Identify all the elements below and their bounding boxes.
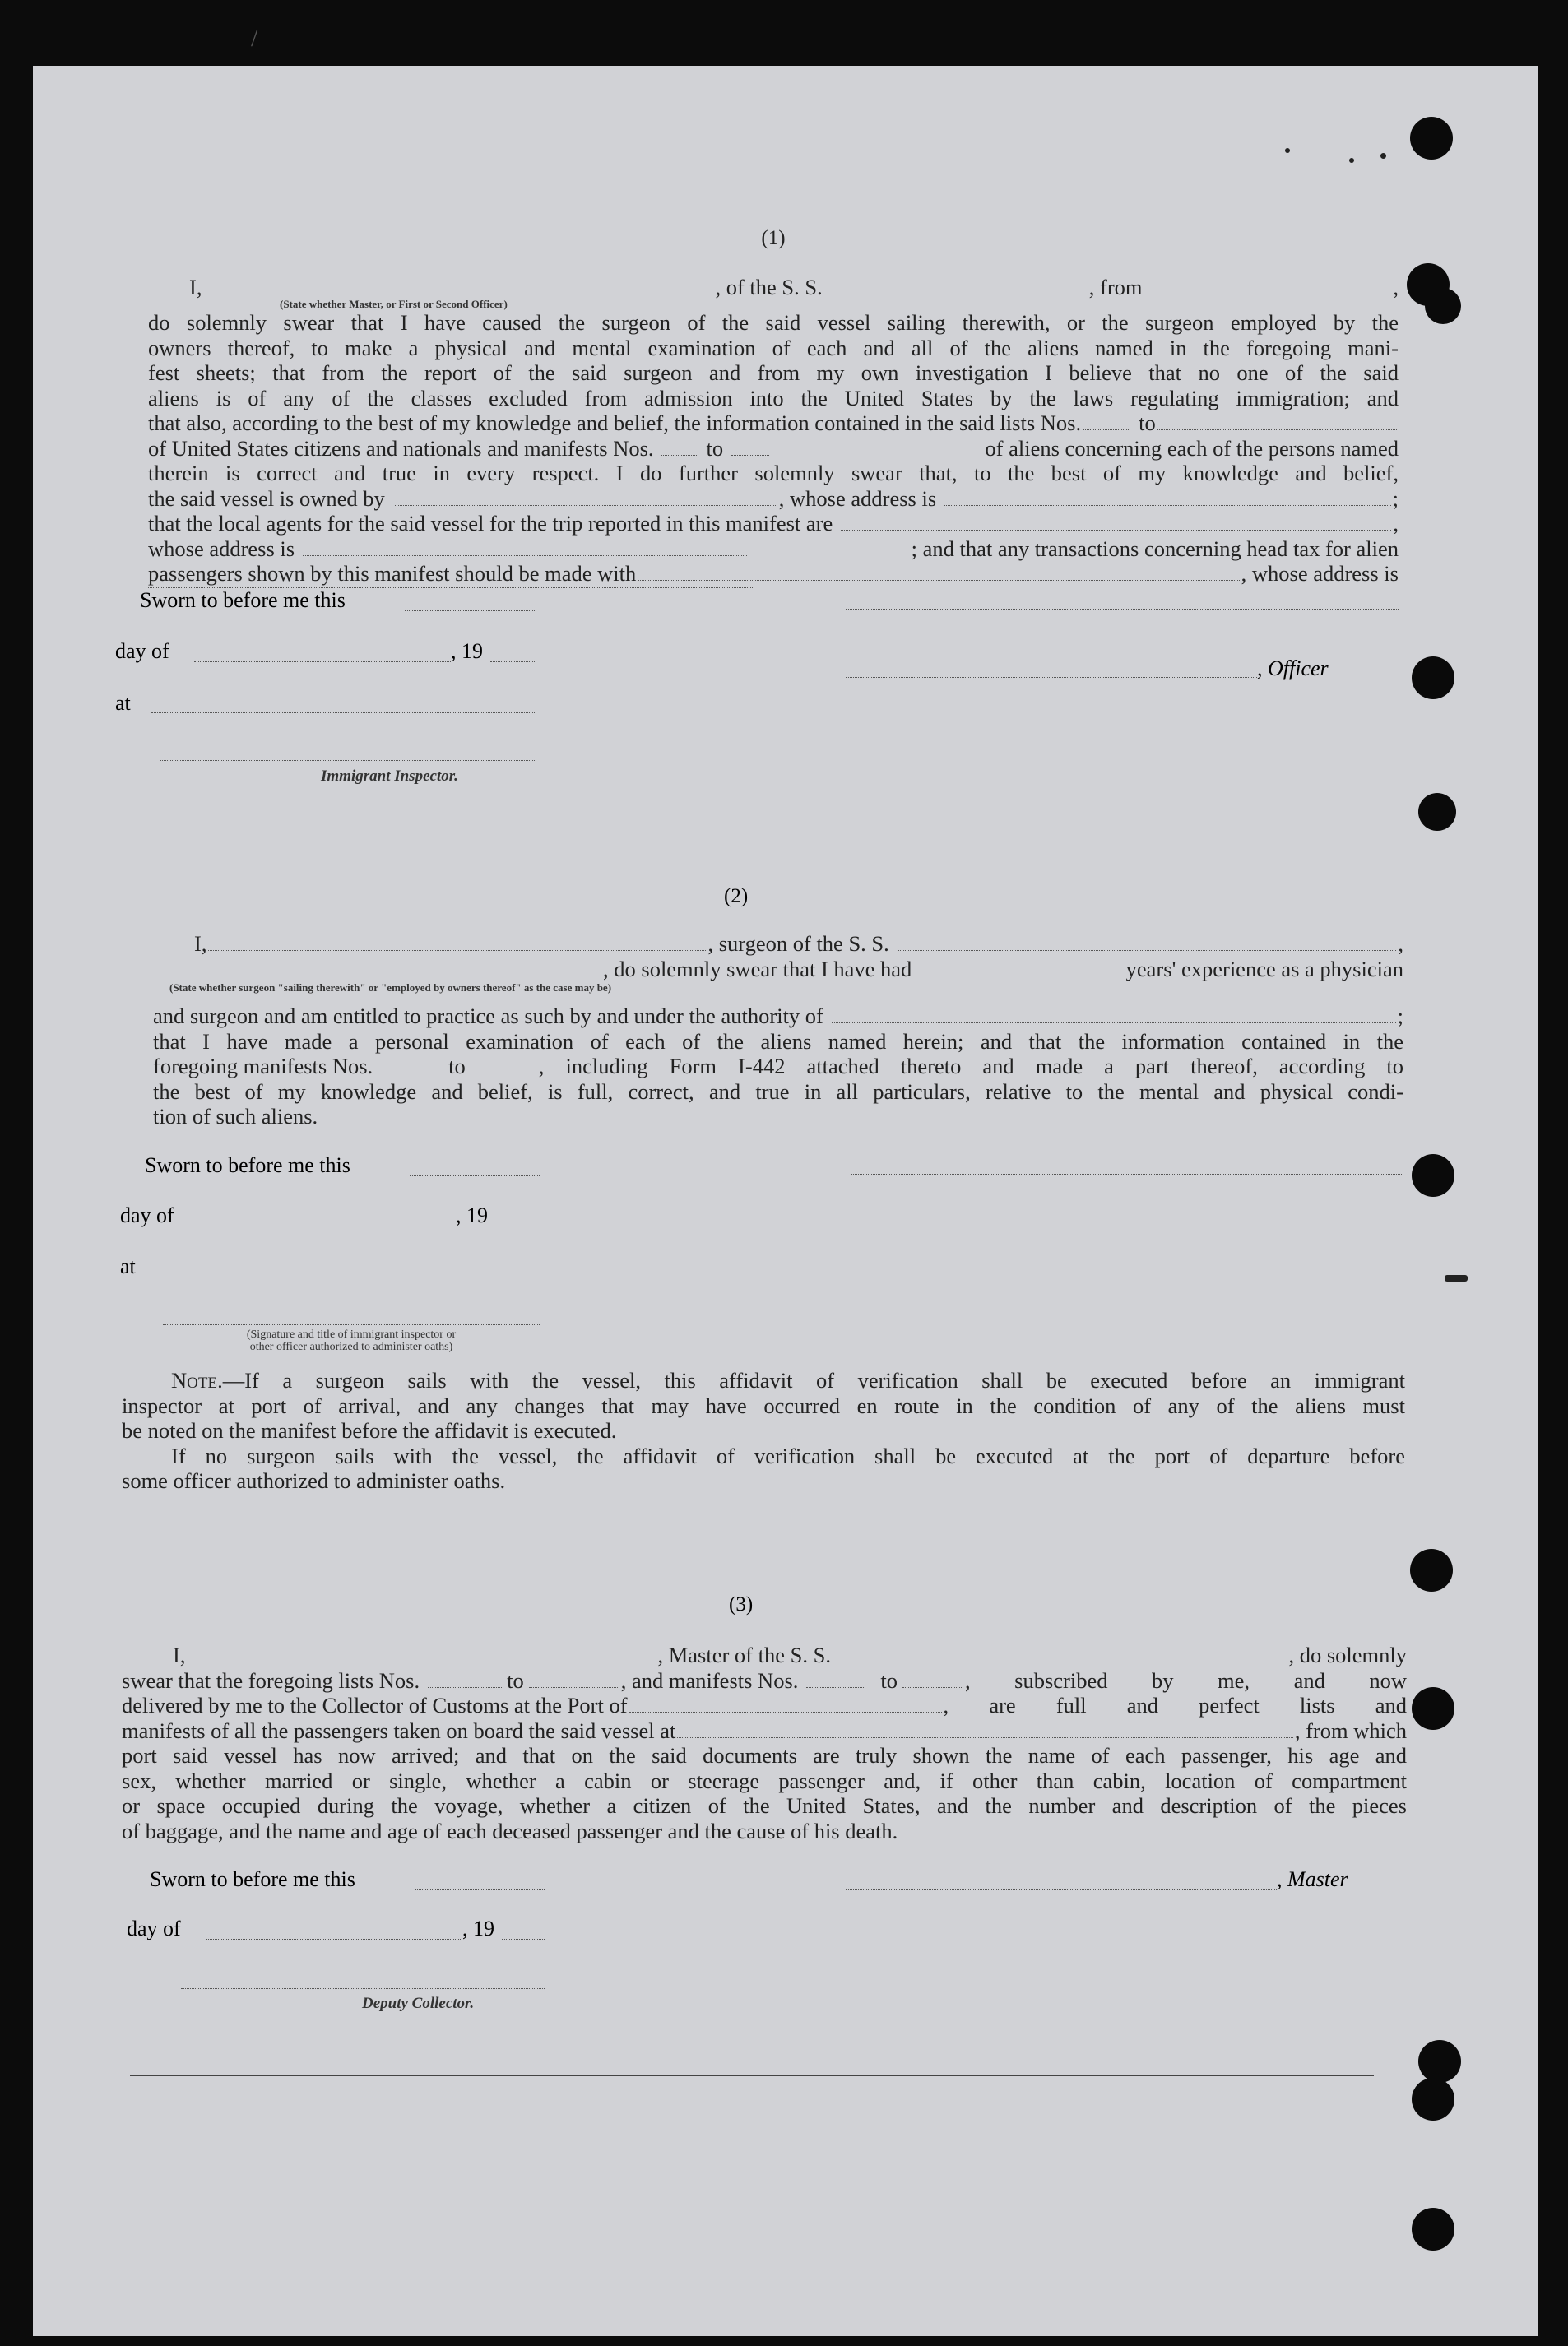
surgeon-line [153, 957, 1403, 982]
signature-caption-line: (Signature and title of immigrant inspector or [246, 1328, 457, 1341]
form-page [33, 66, 1538, 2336]
collector-signature-field[interactable] [181, 1988, 545, 1989]
officer-signature-field[interactable] [163, 1324, 540, 1325]
officer-caption: (State whether Master, or First or Second Officer) [280, 298, 508, 310]
note-line: inspector at port of arrival, and any changes that may have occurred en route in the condition of any of the aliens must [122, 1393, 1405, 1418]
affidavit-line: owners thereof, to make a physical and mental examination of each and all of the aliens named in the foregoing mani- [148, 335, 1399, 360]
affidavit-text: of United States citizens and nationals and manifests Nos. [148, 435, 654, 461]
inspector-label: Immigrant Inspector. [321, 767, 458, 785]
inspector-signature-field[interactable] [851, 1174, 1403, 1175]
day-of-field[interactable] [194, 661, 451, 662]
affidavit-line [148, 436, 1399, 461]
affidavit-text: whose address is [148, 536, 295, 561]
sworn-label: Sworn to before me this [140, 588, 346, 612]
affidavit-line: fest sheets; that from the report of the said surgeon and from my own investigation I believe that no one of the said [148, 360, 1399, 385]
affidavit-text: delivered by me to the Collector of Customs at the Port of [122, 1693, 628, 1718]
punch-hole [1418, 793, 1456, 831]
owner-address-field[interactable] [944, 504, 1390, 506]
label-to: to [507, 1667, 524, 1693]
punch-hole [1412, 2208, 1454, 2251]
affidavit-text: , do solemnly [1288, 1643, 1407, 1667]
surgeon-line: that I have made a personal examination of each of the aliens named herein; and that the information contained in the [153, 1028, 1403, 1054]
affidavit-text: , including Form I-442 attached thereto and made a part thereof, according to [538, 1054, 1403, 1078]
section-number: (2) [724, 885, 749, 907]
manifest-no-to-field[interactable] [476, 1072, 537, 1073]
years-field[interactable] [920, 975, 992, 976]
authority-field[interactable] [832, 1022, 1396, 1023]
affidavit-line [148, 561, 1399, 586]
sworn-label: Sworn to before me this [150, 1867, 355, 1891]
local-agents-field[interactable] [841, 529, 1391, 531]
day-of-label: day of [120, 1203, 174, 1227]
affidavit-text: and surgeon and am entitled to practice as such by and under the authority of [153, 1004, 823, 1028]
officer-line [148, 275, 1399, 300]
master-label: , Master [1277, 1867, 1348, 1891]
embark-port-field[interactable] [677, 1736, 1293, 1738]
punch-hole [1412, 2078, 1454, 2121]
label-to: to [706, 435, 724, 461]
label-to: to [1139, 410, 1156, 435]
manifest-no-from-field[interactable] [806, 1686, 864, 1688]
affidavit-text: , are full and perfect lists and [943, 1693, 1407, 1718]
surgeon-line: the best of my knowledge and belief, is full, correct, and true in all particulars, relative to the mental and physical condi- [153, 1078, 1403, 1104]
affidavit-line [148, 536, 1399, 562]
master-line [122, 1643, 1407, 1668]
affidavit-text: of aliens concerning each of the persons named [985, 435, 1399, 461]
note-label: Note. [171, 1368, 223, 1393]
affidavit-line [148, 410, 1399, 436]
year-field[interactable] [502, 1939, 545, 1940]
master-line [122, 1693, 1407, 1718]
officer-name-field[interactable] [203, 293, 713, 294]
signature-caption-line: other officer authorized to administer oaths) [249, 1341, 453, 1353]
surgeon-line [153, 1054, 1403, 1079]
label-of-ss: , of the S. S. [715, 274, 823, 299]
master-line: or space occupied during the voyage, whether a citizen of the United States, and the number and description of the pieces [122, 1793, 1407, 1818]
affidavit-line [148, 511, 1399, 536]
comma: , [1398, 931, 1403, 956]
affidavit-line: aliens is of any of the classes excluded from admission into the United States by the laws regulating immigration; and [148, 385, 1399, 410]
affidavit-text: years' experience as a physician [1125, 956, 1403, 981]
collector-port-field[interactable] [629, 1711, 942, 1713]
master-block [122, 1643, 1407, 1843]
comma: , [1393, 274, 1399, 299]
sworn-date-field[interactable] [405, 610, 535, 611]
label-i: I, [189, 274, 202, 299]
punch-hole [1410, 1549, 1453, 1592]
punch-hole [1412, 656, 1454, 699]
section-number: (3) [729, 1593, 754, 1616]
affidavit-text: , whose address is [1241, 561, 1399, 586]
from-port-field[interactable] [1144, 293, 1392, 294]
affidavit-text: , and manifests Nos. [620, 1667, 799, 1693]
affidavit-text: , surgeon of the S. S. [707, 931, 889, 956]
label-to: to [448, 1054, 466, 1078]
affidavit-text: that also, according to the best of my knowledge and belief, the information contained in the said lists Nos. [148, 410, 1082, 435]
at-label: at [120, 1254, 136, 1278]
owner-field[interactable] [395, 504, 777, 506]
note-line: be noted on the manifest before the affidavit is executed. [122, 1418, 617, 1443]
master-line: sex, whether married or single, whether a cabin or steerage passenger and, if other than cabin, location of compartment [122, 1768, 1407, 1793]
surgeon-caption: (State whether surgeon "sailing therewith" or "employed by owners thereof" as the case may be) [169, 981, 612, 994]
ink-speck [1380, 153, 1386, 159]
master-vessel-field[interactable] [839, 1661, 1287, 1662]
surgeon-vessel-field[interactable] [898, 949, 1397, 951]
list-no-to-field[interactable] [529, 1686, 619, 1688]
master-line [122, 1668, 1407, 1694]
punch-hole [1425, 288, 1461, 324]
sworn-date-field[interactable] [415, 1889, 545, 1890]
affidavit-text: the said vessel is owned by [148, 485, 385, 511]
note-block [122, 1368, 1405, 1494]
note-line: If no surgeon sails with the vessel, the affidavit of verification shall be executed at the port of departure before [171, 1443, 1405, 1468]
master-signature-field[interactable] [846, 1889, 1277, 1890]
list-no-from-field[interactable] [1083, 429, 1130, 430]
affidavit-text: manifests of all the passengers taken on board the said vessel at [122, 1718, 676, 1743]
agents-address-field[interactable] [303, 554, 747, 556]
officer-signature-field[interactable] [846, 609, 1399, 610]
affidavit-line: therein is correct and true in every respect. I do further solemnly swear that, to the best of my knowledge and belief, [148, 461, 1399, 485]
day-of-label: day of [115, 639, 169, 663]
surgeon-name-field[interactable] [208, 949, 706, 951]
affidavit-text: ; and that any transactions concerning head tax for alien [911, 536, 1399, 561]
sworn-label: Sworn to before me this [145, 1153, 350, 1177]
master-line [122, 1718, 1407, 1744]
collector-label: Deputy Collector. [362, 1995, 475, 2012]
surgeon-line [153, 931, 1403, 957]
year-field[interactable] [490, 661, 535, 662]
comma: , [1393, 511, 1399, 536]
affidavit-line [148, 486, 1399, 512]
label-to: to [880, 1667, 898, 1693]
punch-hole [1418, 2040, 1461, 2083]
year-label: , 19 [462, 1917, 494, 1940]
head-tax-party-field[interactable] [638, 579, 1239, 581]
affidavit-text: , Master of the S. S. [657, 1643, 831, 1667]
note-line [122, 1368, 1405, 1393]
officer-label: , Officer [1257, 656, 1329, 680]
label-i: I, [194, 931, 207, 956]
affidavit-text: passengers shown by this manifest should be made with [148, 561, 637, 586]
punch-hole [1412, 1154, 1454, 1197]
form-body [148, 226, 1399, 608]
margin-mark: / [251, 25, 258, 52]
manifest-no-to-field[interactable] [902, 1686, 963, 1688]
bottom-rule [130, 2075, 1374, 2076]
ink-speck [1349, 158, 1354, 163]
semicolon: ; [1392, 485, 1399, 511]
punch-hole [1410, 117, 1453, 160]
note-line: some officer authorized to administer oaths. [122, 1468, 506, 1493]
label-i: I, [173, 1643, 186, 1667]
affidavit-text: foregoing manifests Nos. [153, 1054, 373, 1078]
ink-speck [1285, 148, 1290, 153]
punch-hole [1412, 1687, 1454, 1730]
semicolon: ; [1397, 1004, 1403, 1028]
officer-title-field[interactable] [846, 677, 1257, 678]
master-name-field[interactable] [187, 1661, 656, 1662]
signature-caption [163, 1328, 540, 1353]
surgeon-type-field[interactable] [153, 975, 601, 976]
year-label: , 19 [451, 639, 483, 663]
affidavit-line: do solemnly swear that I have caused the surgeon of the said vessel sailing therewith, or the surgeon employed by the [148, 310, 1399, 335]
manifest-no-from-field[interactable] [661, 454, 698, 456]
inspector-signature-field[interactable] [160, 760, 535, 761]
manifest-no-to-field[interactable] [731, 454, 769, 456]
note-text: —If a surgeon sails with the vessel, this affidavit of verification shall be executed before an immigrant [222, 1368, 1405, 1393]
master-line: port said vessel has now arrived; and that on the said documents are truly shown the name of each passenger, his age and [122, 1743, 1407, 1768]
vessel-name-field[interactable] [824, 293, 1088, 294]
list-no-to-field[interactable] [1157, 429, 1397, 430]
surgeon-block [153, 931, 1403, 1129]
day-of-field[interactable] [206, 1939, 462, 1940]
surgeon-line: tion of such aliens. [153, 1104, 318, 1129]
manifest-no-from-field[interactable] [381, 1072, 438, 1073]
surgeon-line [153, 1004, 1403, 1029]
sworn-date-field[interactable] [410, 1175, 540, 1176]
list-no-from-field[interactable] [428, 1686, 502, 1688]
affidavit-text: , from which [1294, 1718, 1407, 1743]
affidavit-text: , subscribed by me, and now [965, 1667, 1407, 1693]
day-of-label: day of [127, 1917, 181, 1940]
ink-speck [1445, 1275, 1468, 1282]
affidavit-text: swear that the foregoing lists Nos. [122, 1667, 420, 1693]
affidavit-text: that the local agents for the said vessel for the trip reported in this manifest are [148, 511, 833, 536]
affidavit-text: , do solemnly swear that I have had [603, 956, 912, 981]
affidavit-text: , whose address is [778, 485, 937, 511]
section-number: (1) [761, 227, 786, 249]
year-label: , 19 [456, 1203, 488, 1227]
at-place-field[interactable] [151, 712, 535, 713]
master-line: of baggage, and the name and age of each deceased passenger and the cause of his death. [122, 1818, 898, 1843]
label-from: , from [1088, 274, 1143, 299]
at-label: at [115, 691, 131, 715]
